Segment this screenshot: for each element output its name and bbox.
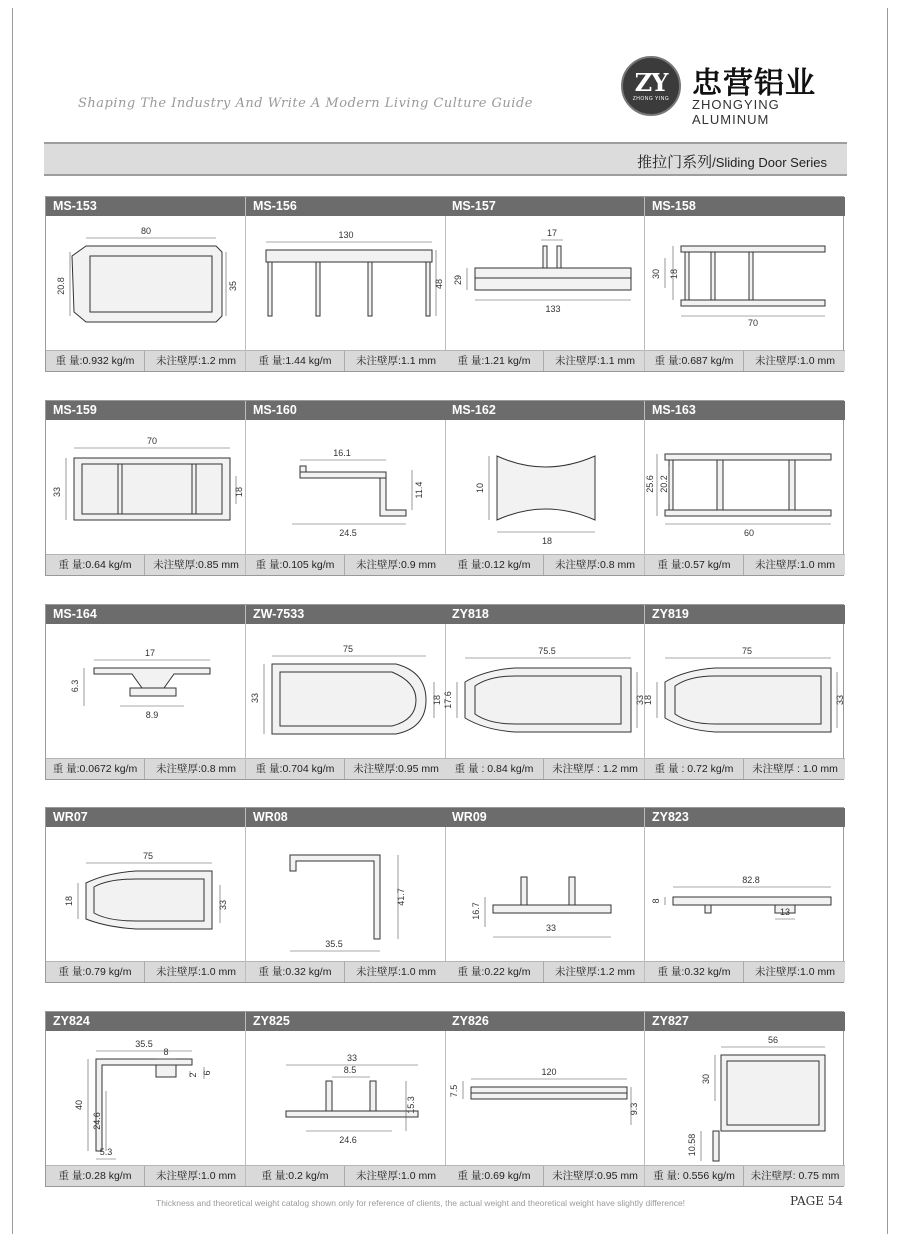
profile-drawing [445, 420, 644, 554]
profile-outline [316, 262, 320, 316]
profile-card [645, 808, 845, 982]
series-title-cn: 推拉门系列 [637, 154, 713, 171]
profile-drawing [46, 216, 245, 350]
profile-section-svg [246, 1031, 446, 1165]
weight-value: 重 量:0.12 kg/m [445, 555, 544, 575]
profile-drawing [445, 1031, 644, 1165]
dimension-label: 17 [546, 228, 558, 238]
profile-specs [645, 554, 845, 575]
profile-outline [426, 262, 430, 316]
profile-card [445, 1012, 645, 1186]
profile-specs [645, 961, 845, 982]
dimension-label: 120 [541, 1067, 557, 1077]
dimension-label: 20.8 [56, 277, 66, 295]
profile-section-svg [246, 216, 446, 350]
profile-card [445, 197, 645, 371]
wall-thickness-value: 未注壁厚 : 1.0 mm [752, 763, 838, 775]
profile-specs [445, 350, 644, 371]
profile-drawing [645, 216, 845, 350]
profile-card [645, 1012, 845, 1186]
profile-card [46, 605, 246, 779]
profile-outline [280, 672, 416, 726]
profile-drawing [645, 827, 845, 961]
disclaimer: Thickness and theoretical weight catalog shown only for reference of clients, the actual weight and theoretical weight have slightly difference! [156, 1198, 686, 1208]
dimension-label: 33 [250, 692, 260, 704]
profile-specs [445, 1165, 644, 1186]
weight-value: 重 量:0.32 kg/m [645, 962, 744, 982]
dimension-label: 17 [144, 648, 156, 658]
profile-outline [266, 250, 432, 262]
profile-specs [46, 1165, 245, 1186]
profile-section-svg [645, 216, 845, 350]
dimension-label: 11.4 [414, 481, 424, 499]
profile-row [45, 196, 844, 372]
profile-card [246, 197, 446, 371]
profile-specs [645, 350, 845, 371]
profile-specs [246, 350, 445, 371]
dimension-label: 25.6 [645, 475, 655, 493]
dimension-label: 18 [234, 486, 244, 498]
profile-drawing [246, 216, 445, 350]
profile-outline [94, 879, 204, 921]
profile-outline [300, 472, 386, 478]
dimension-label: 9.3 [629, 1102, 639, 1116]
wall-thickness-value: 未注壁厚 : 1.2 mm [552, 763, 638, 775]
profile-code: MS-159 [46, 401, 245, 420]
profile-outline [543, 246, 547, 268]
profile-outline [290, 855, 380, 939]
profile-outline [475, 676, 621, 724]
profile-drawing [645, 624, 845, 758]
profile-drawing [445, 216, 644, 350]
profile-outline [268, 262, 272, 316]
weight-value: 重 量:0.69 kg/m [445, 1166, 544, 1186]
weight-value: 重 量 : 0.72 kg/m [645, 759, 744, 779]
weight-value: 重 量:0.28 kg/m [46, 1166, 145, 1186]
profile-drawing [645, 420, 845, 554]
profile-outline [156, 1065, 176, 1077]
profile-specs [46, 758, 245, 779]
dimension-label: 13 [779, 907, 791, 917]
profile-drawing [246, 420, 445, 554]
dimension-label: 75 [741, 646, 753, 656]
profile-code: WR09 [445, 808, 644, 827]
profile-code: WR08 [246, 808, 445, 827]
dimension-label: 33 [835, 694, 845, 706]
profile-outline [368, 262, 372, 316]
profile-drawing [46, 1031, 245, 1165]
wall-thickness-value: 未注壁厚:0.9 mm [356, 559, 436, 571]
profile-code: MS-163 [645, 401, 845, 420]
dimension-label: 10 [475, 482, 485, 494]
profile-drawing [246, 827, 445, 961]
weight-value: 重 量:0.932 kg/m [46, 351, 145, 371]
dimension-label: 35 [228, 280, 238, 292]
profile-code: MS-162 [445, 401, 644, 420]
profile-outline [669, 460, 673, 510]
profile-section-svg [645, 1031, 845, 1165]
dimension-label: 18 [541, 536, 553, 546]
page-number: PAGE 54 [790, 1194, 844, 1208]
profile-specs [46, 350, 245, 371]
series-title-bar [44, 142, 847, 176]
profile-drawing [46, 827, 245, 961]
weight-value: 重 量:0.32 kg/m [246, 962, 345, 982]
profile-outline [717, 460, 723, 510]
dimension-label: 30 [701, 1073, 711, 1085]
profile-outline [370, 1081, 376, 1111]
profile-code: ZY825 [246, 1012, 445, 1031]
dimension-label: 20.2 [659, 475, 669, 493]
profile-code: ZY826 [445, 1012, 644, 1031]
weight-value: 重 量:0.2 kg/m [246, 1166, 345, 1186]
brand-name-en: ZHONGYING ALUMINUM [692, 97, 780, 127]
weight-value: 重 量:0.22 kg/m [445, 962, 544, 982]
profile-outline [471, 1087, 627, 1093]
profile-specs [246, 758, 445, 779]
profile-outline [713, 1131, 719, 1161]
wall-thickness-value: 未注壁厚:1.0 mm [755, 559, 835, 571]
profile-outline [118, 464, 122, 514]
profile-outline [300, 466, 306, 472]
profile-section-svg [445, 1031, 645, 1165]
dimension-label: 24.6 [92, 1112, 102, 1130]
weight-value: 重 量:1.44 kg/m [246, 351, 345, 371]
profile-specs [46, 961, 245, 982]
weight-value: 重 量:0.79 kg/m [46, 962, 145, 982]
profile-outline [557, 246, 561, 268]
tagline: Shaping The Industry And Write A Modern Living Culture Guide [78, 96, 533, 111]
profile-outline [130, 688, 176, 696]
dimension-label: 6.3 [70, 679, 80, 693]
profile-section-svg [645, 827, 845, 961]
profile-outline [521, 877, 527, 905]
profile-outline [380, 478, 406, 516]
weight-value: 重 量:0.57 kg/m [645, 555, 744, 575]
profile-code: MS-164 [46, 605, 245, 624]
profile-code: ZY819 [645, 605, 845, 624]
brand-block [621, 56, 851, 127]
dimension-label: 33 [52, 486, 62, 498]
wall-thickness-value: 未注壁厚:0.95 mm [552, 1170, 638, 1182]
profile-outline [749, 252, 753, 300]
dimension-label: 18 [432, 694, 442, 706]
wall-thickness-value: 未注壁厚:1.0 mm [356, 966, 436, 978]
wall-thickness-value: 未注壁厚:1.0 mm [356, 1170, 436, 1182]
profile-code: MS-160 [246, 401, 445, 420]
profile-specs [246, 1165, 445, 1186]
profile-outline [711, 252, 715, 300]
brand-name-cn: 忠营铝业 [692, 67, 816, 100]
weight-value: 重 量:0.687 kg/m [645, 351, 744, 371]
profile-outline [192, 464, 196, 514]
dimension-label: 41.7 [396, 888, 406, 906]
profile-section-svg [645, 624, 845, 758]
series-title [637, 151, 827, 172]
wall-thickness-value: 未注壁厚:1.0 mm [156, 1170, 236, 1182]
profile-specs [445, 554, 644, 575]
profile-row [45, 604, 844, 780]
profile-card [46, 401, 246, 575]
profile-outline [471, 1093, 627, 1099]
profile-card [445, 808, 645, 982]
dimension-label: 17.6 [443, 691, 453, 709]
dimension-label: 33 [218, 899, 228, 911]
profile-drawing [246, 1031, 445, 1165]
dimension-label: 2 [188, 1072, 198, 1078]
wall-thickness-value: 未注壁厚:0.8 mm [156, 763, 236, 775]
profile-card [645, 605, 845, 779]
wall-thickness-value: 未注壁厚:0.95 mm [353, 763, 439, 775]
profile-row [45, 807, 844, 983]
profile-outline [475, 278, 631, 290]
profile-code: MS-156 [246, 197, 445, 216]
dimension-label: 75 [142, 851, 154, 861]
dimension-label: 8 [651, 898, 661, 904]
wall-thickness-value: 未注壁厚:1.1 mm [555, 355, 635, 367]
wall-thickness-value: 未注壁厚:0.85 mm [153, 559, 239, 571]
profile-section-svg [445, 216, 645, 350]
dimension-label: 8.9 [145, 710, 159, 720]
dimension-label: 16.1 [333, 448, 351, 458]
wall-thickness-value: 未注壁厚:1.0 mm [755, 966, 835, 978]
profile-section-svg [246, 624, 446, 758]
profile-outline [789, 460, 795, 510]
profile-card [645, 401, 845, 575]
dimension-label: 48 [434, 278, 444, 290]
profile-outline [497, 456, 595, 520]
profile-outline [681, 246, 825, 252]
weight-value: 重 量:0.64 kg/m [46, 555, 145, 575]
dimension-label: 29 [453, 274, 463, 286]
wall-thickness-value: 未注壁厚:1.0 mm [755, 355, 835, 367]
weight-value: 重 量:0.0672 kg/m [46, 759, 145, 779]
profile-drawing [445, 624, 644, 758]
dimension-label: 18 [643, 694, 653, 706]
profile-card [246, 1012, 446, 1186]
profile-outline [665, 510, 831, 516]
profile-outline [493, 905, 611, 913]
dimension-label: 8 [163, 1047, 169, 1057]
wall-thickness-value: 未注壁厚:1.2 mm [156, 355, 236, 367]
profile-card [46, 1012, 246, 1186]
profile-outline [685, 252, 689, 300]
dimension-label: 24.6 [339, 1135, 357, 1145]
profile-card [445, 605, 645, 779]
dimension-label: 6 [202, 1070, 212, 1076]
dimension-label: 8.5 [343, 1065, 357, 1075]
profile-section-svg [445, 827, 645, 961]
profile-section-svg [645, 420, 845, 554]
profile-outline [681, 300, 825, 306]
logo-sub: ZHONG YING [632, 95, 670, 102]
profile-row [45, 400, 844, 576]
profile-section-svg [46, 1031, 246, 1165]
profile-specs [645, 758, 845, 779]
profile-specs [246, 554, 445, 575]
profile-section-svg [46, 216, 246, 350]
profile-code: ZY818 [445, 605, 644, 624]
wall-thickness-value: 未注壁厚:1.0 mm [156, 966, 236, 978]
dimension-label: 16.7 [471, 902, 481, 920]
profile-card [46, 808, 246, 982]
weight-value: 重 量 : 0.84 kg/m [445, 759, 544, 779]
profile-specs [46, 554, 245, 575]
dimension-label: 15.3 [406, 1096, 416, 1114]
wall-thickness-value: 未注壁厚:0.8 mm [555, 559, 635, 571]
dimension-label: 82.8 [742, 875, 760, 885]
dimension-label: 75 [342, 644, 354, 654]
profile-code: ZY824 [46, 1012, 245, 1031]
profile-drawing [246, 624, 445, 758]
weight-value: 重 量: 0.556 kg/m [645, 1166, 744, 1186]
profile-section-svg [46, 624, 246, 758]
dimension-label: 70 [747, 318, 759, 328]
profile-row [45, 1011, 844, 1187]
profile-specs [645, 1165, 845, 1186]
profile-section-svg [246, 827, 446, 961]
dimension-label: 35.5 [135, 1039, 153, 1049]
wall-thickness-value: 未注壁厚:1.2 mm [555, 966, 635, 978]
profile-outline [569, 877, 575, 905]
profile-section-svg [46, 420, 246, 554]
profile-drawing [46, 420, 245, 554]
logo-mark: ZY [634, 67, 668, 97]
dimension-label: 35.5 [325, 939, 343, 949]
dimension-label: 18 [669, 268, 679, 280]
profile-specs [445, 961, 644, 982]
dimension-label: 75.5 [538, 646, 556, 656]
profile-outline [94, 668, 210, 688]
weight-value: 重 量:0.105 kg/m [246, 555, 345, 575]
wall-thickness-value: 未注壁厚: 0.75 mm [750, 1170, 840, 1182]
dimension-label: 33 [635, 694, 645, 706]
weight-value: 重 量:1.21 kg/m [445, 351, 544, 371]
profile-drawing [645, 1031, 845, 1165]
dimension-label: 10.58 [687, 1133, 697, 1157]
dimension-label: 33 [346, 1053, 358, 1063]
profile-code: ZY827 [645, 1012, 845, 1031]
series-title-en: /Sliding Door Series [712, 155, 827, 170]
dimension-label: 60 [743, 528, 755, 538]
profile-outline [675, 676, 821, 724]
dimension-label: 130 [338, 230, 354, 240]
profile-code: WR07 [46, 808, 245, 827]
profile-card [246, 605, 446, 779]
dimension-label: 56 [767, 1035, 779, 1045]
profile-section-svg [46, 827, 246, 961]
dimension-label: 133 [545, 304, 561, 314]
profile-code: MS-157 [445, 197, 644, 216]
profile-outline [665, 454, 831, 460]
dimension-label: 7.5 [449, 1084, 459, 1098]
profile-outline [705, 905, 711, 913]
dimension-label: 33 [545, 923, 557, 933]
dimension-label: 18 [64, 895, 74, 907]
profile-card [645, 197, 845, 371]
profile-drawing [46, 624, 245, 758]
profile-specs [445, 758, 644, 779]
profile-code: ZW-7533 [246, 605, 445, 624]
profile-outline [96, 1059, 192, 1151]
profile-section-svg [445, 420, 645, 554]
profile-specs [246, 961, 445, 982]
profile-card [246, 808, 446, 982]
profile-outline [82, 464, 222, 514]
dimension-label: 80 [140, 226, 152, 236]
profile-section-svg [246, 420, 446, 554]
profile-code: MS-158 [645, 197, 845, 216]
dimension-label: 70 [146, 436, 158, 446]
dimension-label: 24.5 [339, 528, 357, 538]
dimension-label: 40 [74, 1099, 84, 1111]
dimension-label: 30 [651, 268, 661, 280]
profile-outline [286, 1111, 418, 1117]
zy-logo [621, 56, 681, 116]
profile-code: ZY823 [645, 808, 845, 827]
wall-thickness-value: 未注壁厚:1.1 mm [356, 355, 436, 367]
profile-card [246, 401, 446, 575]
weight-value: 重 量:0.704 kg/m [246, 759, 345, 779]
profile-section-svg [445, 624, 645, 758]
profile-outline [727, 1061, 819, 1125]
profile-outline [673, 897, 831, 905]
profile-outline [90, 256, 212, 312]
profile-card [445, 401, 645, 575]
profile-drawing [445, 827, 644, 961]
profile-outline [326, 1081, 332, 1111]
dimension-label: 5.3 [99, 1147, 113, 1157]
profile-card [46, 197, 246, 371]
profile-code: MS-153 [46, 197, 245, 216]
